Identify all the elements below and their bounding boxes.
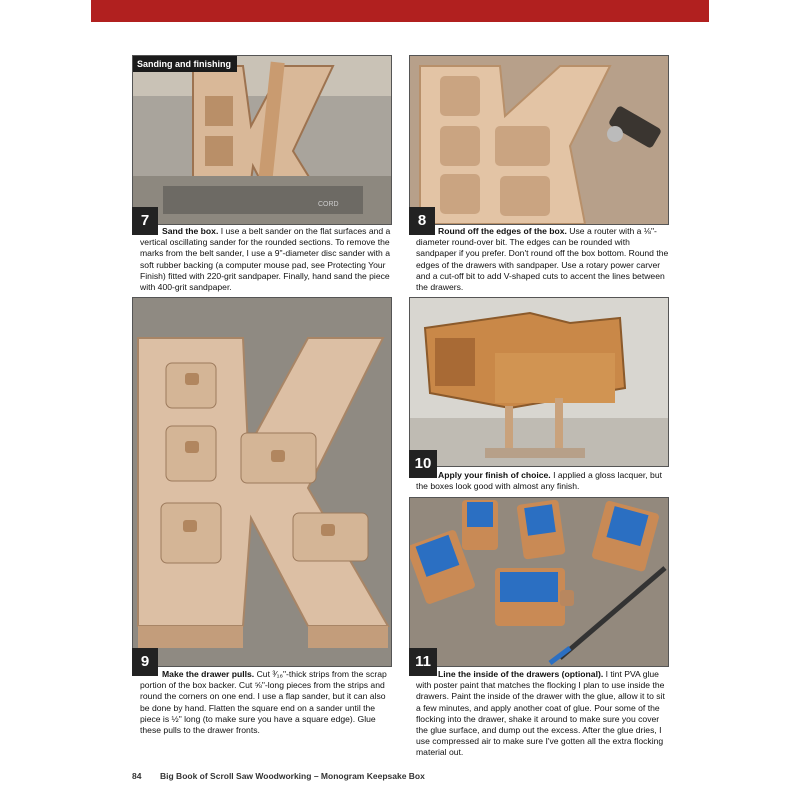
step-9-text: Cut ³⁄₁₆"-thick strips from the scrap portion of the box backer. Cut ⅝"-long pieces from the strips and round the corners on one end. I use a flap sander, but it can also be done by hand. Flatten the square end on a sander until the piece is ½" long (to make sure you have a square edge). Glue these pulls to the drawer fronts. (140, 669, 387, 736)
svg-text:CORD: CORD (318, 201, 339, 208)
step-10-caption (416, 470, 670, 492)
step-11-title: Line the inside of the drawers (optional). (438, 669, 604, 679)
step-11-number: 11 (409, 648, 437, 676)
step-10-title: Apply your finish of choice. (438, 470, 551, 480)
step-11-text: I tint PVA glue with poster paint that matches the flocking I plan to use inside the drawers. Paint the inside of the drawer with the glue, allow it to sit a few minutes, and apply another coat of glue. Pour some of the flocking into the drawer, shake it around to make sure you cover the glue surface, and dump out the excess. After the glue dries, I use compressed air to make sure I've gotten all the extra flocking material out. (416, 669, 665, 758)
photo-step-7 (132, 55, 392, 225)
step-9-caption (140, 669, 392, 736)
step-7-caption (140, 226, 392, 293)
header-bar (91, 0, 709, 22)
step-8-title: Round off the edges of the box. (438, 226, 567, 236)
book-title: Big Book of Scroll Saw Woodworking (160, 771, 312, 781)
section-label: Sanding and finishing (133, 56, 237, 72)
step-9-title: Make the drawer pulls. (162, 669, 255, 679)
step-8-caption (416, 226, 670, 293)
photo-step-10 (409, 297, 669, 467)
step-7-number: 7 (132, 207, 158, 235)
step-10-text: I applied a gloss lacquer, but the boxes look good with almost any finish. (416, 470, 663, 492)
step-8-number: 8 (409, 207, 435, 235)
page-number: 84 (132, 771, 142, 781)
running-footer (160, 771, 425, 781)
chapter-title: Monogram Keepsake Box (320, 771, 425, 781)
step-11-caption (416, 669, 670, 759)
step-8-text: Use a router with a ⅛"-diameter round-over bit. The edges can be rounded with sandpaper if you prefer. Don't round off the box bottom. Round the edges of the drawers with sandpaper. Use a rotary power carver and a cut-off bit to add V-shaped cuts to accent the lines between the drawers. (416, 226, 669, 293)
photo-step-8 (409, 55, 669, 225)
step-7-text: I use a belt sander on the flat surfaces and a vertical oscillating sander for the rounded sections. To remove the marks from the belt sander, I use a 9"-diameter disc sander with a soft rubber backing (a computer mouse pad, see Protecting Your Finish) fitted with 220-grit sandpaper. Finally, hand sand the piece with 400-grit sandpaper. (140, 226, 391, 293)
photo-step-9 (132, 297, 392, 667)
footer-separator: – (313, 771, 319, 781)
step-9-number: 9 (132, 648, 158, 676)
photo-step-11 (409, 497, 669, 667)
step-10-number: 10 (409, 450, 437, 478)
step-7-title: Sand the box. (162, 226, 219, 236)
